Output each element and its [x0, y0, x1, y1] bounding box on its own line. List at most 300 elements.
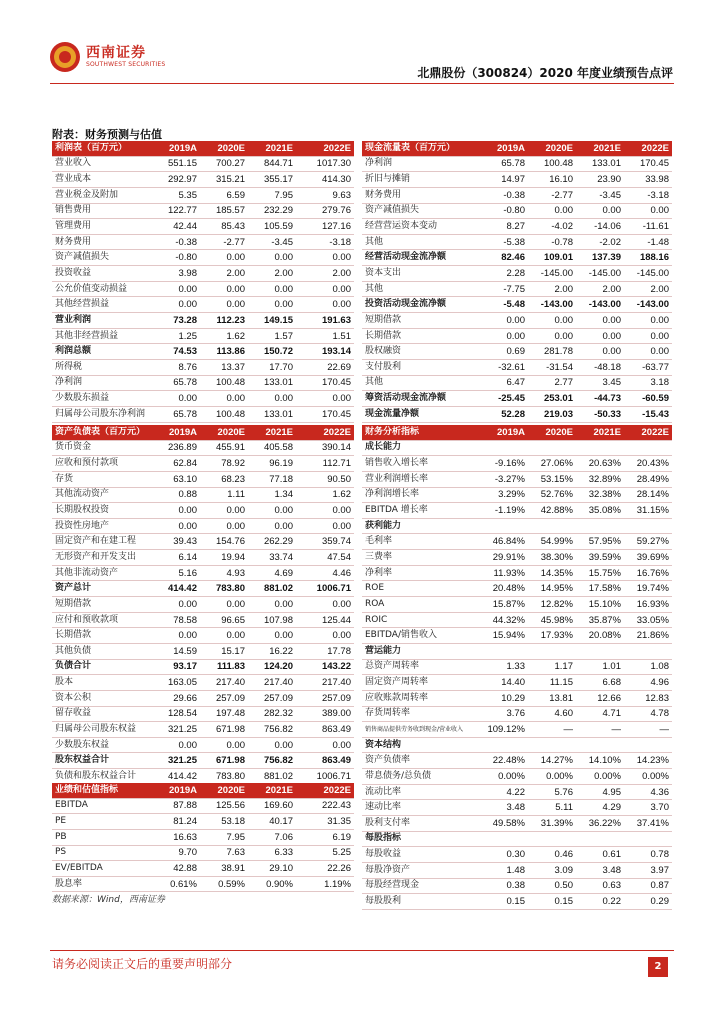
row-label: 资本结构 — [362, 737, 480, 753]
column-header: 2019A — [152, 783, 200, 798]
cell-value: 14.10% — [576, 753, 624, 769]
cell-value: 4.95 — [576, 784, 624, 800]
row-label: 获利能力 — [362, 518, 480, 534]
table-row — [52, 266, 354, 282]
row-label: EBITDA — [52, 798, 152, 814]
cell-value: 0.88 — [152, 487, 200, 503]
table-row — [52, 581, 354, 597]
table-header-row — [52, 425, 354, 440]
cell-value: 1.33 — [480, 659, 528, 675]
cell-value: 32.38% — [576, 487, 624, 503]
row-label: 负债合计 — [52, 659, 152, 675]
cell-value: 185.57 — [200, 203, 248, 219]
cell-value: 15.17 — [200, 643, 248, 659]
table-row — [362, 612, 672, 628]
cell-value: -143.00 — [576, 297, 624, 313]
cell-value: 11.93% — [480, 565, 528, 581]
cell-value: 113.86 — [200, 344, 248, 360]
row-label: 无形资产和开发支出 — [52, 550, 152, 566]
cell-value: 10.29 — [480, 690, 528, 706]
cell-value: 1.62 — [200, 328, 248, 344]
column-header: 2019A — [152, 141, 200, 156]
table-row — [362, 534, 672, 550]
table-row — [52, 471, 354, 487]
column-header: 2021E — [248, 425, 296, 440]
cell-value: 0.00 — [200, 503, 248, 519]
cell-value: 11.15 — [528, 675, 576, 691]
cell-value: 217.40 — [200, 675, 248, 691]
cell-value: 15.87% — [480, 597, 528, 613]
cell-value: 42.88% — [528, 503, 576, 519]
column-header: 2021E — [248, 783, 296, 798]
cell-value: 100.48 — [200, 375, 248, 391]
cell-value: 20.63% — [576, 456, 624, 472]
cell-value: -0.38 — [152, 234, 200, 250]
cell-value: 0.00 — [248, 597, 296, 613]
row-label: EBITDA/销售收入 — [362, 628, 480, 644]
cell-value: 125.44 — [296, 612, 354, 628]
cell-value: 217.40 — [296, 675, 354, 691]
table-row — [362, 690, 672, 706]
cell-value: 1.11 — [200, 487, 248, 503]
cell-value: 17.78 — [296, 643, 354, 659]
cell-value: 77.18 — [248, 471, 296, 487]
cell-value: 4.69 — [248, 565, 296, 581]
header-divider — [50, 83, 674, 84]
table-row — [362, 503, 672, 519]
cell-value: 4.93 — [200, 565, 248, 581]
row-label: 其他 — [362, 281, 480, 297]
cell-value: -3.27% — [480, 471, 528, 487]
row-label: 销售商品提供劳务收到现金/营业收入 — [362, 722, 480, 738]
cell-value: 52.76% — [528, 487, 576, 503]
row-label: 留存收益 — [52, 706, 152, 722]
cell-value: 0.00 — [248, 250, 296, 266]
table-row — [362, 471, 672, 487]
row-label: 每股经营现金 — [362, 878, 480, 894]
column-header: 2020E — [528, 141, 576, 156]
row-label: 营业税金及附加 — [52, 187, 152, 203]
row-label: 销售收入增长率 — [362, 456, 480, 472]
table-row — [362, 847, 672, 863]
cell-value: -0.80 — [480, 203, 528, 219]
table-row — [52, 391, 354, 407]
cell-value: 188.16 — [624, 250, 672, 266]
row-label: 公允价值变动损益 — [52, 281, 152, 297]
cell-value: 31.39% — [528, 816, 576, 832]
cell-value: 0.00 — [296, 737, 354, 753]
cell-value: 671.98 — [200, 722, 248, 738]
row-label: 股本 — [52, 675, 152, 691]
cell-value: 20.43% — [624, 456, 672, 472]
row-label: 固定资产和在建工程 — [52, 534, 152, 550]
cell-value: 40.17 — [248, 814, 296, 830]
cell-value: 29.66 — [152, 690, 200, 706]
table-row — [362, 156, 672, 172]
table-row — [362, 456, 672, 472]
cell-value — [480, 440, 528, 456]
cell-value: 414.30 — [296, 172, 354, 188]
column-header: 2021E — [576, 425, 624, 440]
cell-value: 68.23 — [200, 471, 248, 487]
cell-value: 863.49 — [296, 753, 354, 769]
cell-value: 1.01 — [576, 659, 624, 675]
table-row — [52, 706, 354, 722]
cell-value: 149.15 — [248, 313, 296, 329]
cell-value: 53.18 — [200, 814, 248, 830]
cell-value: 0.90% — [248, 876, 296, 892]
cell-value: 38.91 — [200, 861, 248, 877]
cell-value: 93.17 — [152, 659, 200, 675]
cell-value: 2.77 — [528, 375, 576, 391]
column-header: 2022E — [296, 425, 354, 440]
cell-value: 6.19 — [296, 829, 354, 845]
cell-value: 0.00 — [152, 391, 200, 407]
cell-value: 2.00 — [248, 266, 296, 282]
cell-value: 35.87% — [576, 612, 624, 628]
table-row — [362, 878, 672, 894]
column-header: 2020E — [200, 783, 248, 798]
cell-value — [528, 737, 576, 753]
row-label: EBITDA 增长率 — [362, 503, 480, 519]
cell-value: 96.65 — [200, 612, 248, 628]
cell-value: -44.73 — [576, 391, 624, 407]
cell-value: 137.39 — [576, 250, 624, 266]
cell-value: 112.71 — [296, 456, 354, 472]
row-label: 营业利润增长率 — [362, 471, 480, 487]
cell-value: 0.00 — [248, 281, 296, 297]
cell-value: 85.43 — [200, 219, 248, 235]
row-label: 毛利率 — [362, 534, 480, 550]
table-row — [52, 313, 354, 329]
table-title: 财务分析指标 — [362, 425, 480, 440]
row-label: PB — [52, 829, 152, 845]
cell-value: 3.29% — [480, 487, 528, 503]
row-label: 短期借款 — [362, 313, 480, 329]
cell-value: -2.77 — [200, 234, 248, 250]
table-row — [362, 659, 672, 675]
cell-value: -143.00 — [528, 297, 576, 313]
cell-value: 257.09 — [248, 690, 296, 706]
table-row — [52, 156, 354, 172]
cell-value: 33.98 — [624, 172, 672, 188]
cell-value: 2.28 — [480, 266, 528, 282]
table-row — [362, 800, 672, 816]
cell-value: 12.83 — [624, 690, 672, 706]
cell-value: 844.71 — [248, 156, 296, 172]
table-row — [362, 313, 672, 329]
cell-value: 279.76 — [296, 203, 354, 219]
cell-value: 0.00% — [624, 769, 672, 785]
row-label: 长期借款 — [52, 628, 152, 644]
cell-value: 7.06 — [248, 829, 296, 845]
cell-value: 315.21 — [200, 172, 248, 188]
column-header: 2020E — [528, 425, 576, 440]
cell-value: 455.91 — [200, 440, 248, 456]
table-row — [52, 518, 354, 534]
cell-value: 32.89% — [576, 471, 624, 487]
row-label: 财务费用 — [52, 234, 152, 250]
cell-value: 5.25 — [296, 845, 354, 861]
cell-value: 321.25 — [152, 753, 200, 769]
cell-value: 125.56 — [200, 798, 248, 814]
cell-value: 197.48 — [200, 706, 248, 722]
cell-value: 1006.71 — [296, 769, 354, 785]
row-label: 其他流动资产 — [52, 487, 152, 503]
cell-value: 163.05 — [152, 675, 200, 691]
cell-value: 0.00 — [624, 203, 672, 219]
cell-value: 8.76 — [152, 359, 200, 375]
row-label: 股息率 — [52, 876, 152, 892]
cell-value — [624, 518, 672, 534]
cell-value: -63.77 — [624, 359, 672, 375]
cell-value: 17.93% — [528, 628, 576, 644]
table-row — [52, 550, 354, 566]
cell-value — [576, 737, 624, 753]
cell-value: 0.00 — [152, 297, 200, 313]
cell-value: 0.00 — [528, 328, 576, 344]
row-label: 应收账款周转率 — [362, 690, 480, 706]
cell-value: 39.43 — [152, 534, 200, 550]
cell-value: 17.70 — [248, 359, 296, 375]
column-header: 2019A — [480, 425, 528, 440]
table-row — [52, 487, 354, 503]
cell-value: -145.00 — [624, 266, 672, 282]
table-title: 利润表（百万元） — [52, 141, 152, 156]
row-label: 投资性房地产 — [52, 518, 152, 534]
cell-value: 0.00% — [480, 769, 528, 785]
cell-value: 191.63 — [296, 313, 354, 329]
cell-value: 355.17 — [248, 172, 296, 188]
cell-value: 2.00 — [200, 266, 248, 282]
cell-value: -3.45 — [576, 187, 624, 203]
table-row — [52, 297, 354, 313]
cell-value: 33.05% — [624, 612, 672, 628]
cell-value: 0.00 — [200, 628, 248, 644]
cell-value: 881.02 — [248, 769, 296, 785]
cell-value: 222.43 — [296, 798, 354, 814]
cell-value: 65.78 — [480, 156, 528, 172]
cell-value: -5.48 — [480, 297, 528, 313]
cell-value: 390.14 — [296, 440, 354, 456]
table-row — [362, 487, 672, 503]
cell-value: 82.46 — [480, 250, 528, 266]
row-label: 净利润增长率 — [362, 487, 480, 503]
appendix-title: 附表：财务预测与估值 — [52, 128, 162, 141]
cell-value: 414.42 — [152, 581, 200, 597]
cell-value: 87.88 — [152, 798, 200, 814]
table-row — [52, 359, 354, 375]
cell-value: 2.00 — [296, 266, 354, 282]
row-label: 经营活动现金流净额 — [362, 250, 480, 266]
cell-value: -1.19% — [480, 503, 528, 519]
table-row — [362, 219, 672, 235]
cell-value: 1.57 — [248, 328, 296, 344]
cell-value: 0.00 — [528, 313, 576, 329]
cell-value: 1006.71 — [296, 581, 354, 597]
cell-value: 0.00 — [296, 297, 354, 313]
cell-value: 111.83 — [200, 659, 248, 675]
logo-mark-icon — [50, 42, 80, 72]
cell-value: 756.82 — [248, 753, 296, 769]
cell-value: 1.51 — [296, 328, 354, 344]
cell-value: 0.00 — [296, 597, 354, 613]
cell-value: 4.96 — [624, 675, 672, 691]
cell-value: 90.50 — [296, 471, 354, 487]
cell-value: -48.18 — [576, 359, 624, 375]
cell-value: 9.70 — [152, 845, 200, 861]
table-header-row — [362, 425, 672, 440]
cell-value: 169.60 — [248, 798, 296, 814]
cell-value: 39.59% — [576, 550, 624, 566]
table-row — [362, 894, 672, 910]
row-label: EV/EBITDA — [52, 861, 152, 877]
table-row — [52, 814, 354, 830]
row-label: 资本公积 — [52, 690, 152, 706]
table-row — [362, 722, 672, 738]
table-row — [362, 281, 672, 297]
cell-value: 0.00 — [576, 203, 624, 219]
footer-divider — [50, 950, 674, 951]
table-row — [362, 784, 672, 800]
cell-value: — — [624, 722, 672, 738]
cell-value: -14.06 — [576, 219, 624, 235]
row-label: 长期借款 — [362, 328, 480, 344]
cell-value: 0.69 — [480, 344, 528, 360]
cell-value: 100.48 — [200, 406, 248, 422]
cell-value: 0.87 — [624, 878, 672, 894]
cell-value: 0.00 — [528, 203, 576, 219]
cell-value: 262.29 — [248, 534, 296, 550]
cell-value: 3.98 — [152, 266, 200, 282]
row-label: 应付和预收款项 — [52, 612, 152, 628]
cell-value: 63.10 — [152, 471, 200, 487]
row-label: PE — [52, 814, 152, 830]
row-label: 其他 — [362, 375, 480, 391]
column-header: 2022E — [296, 141, 354, 156]
cell-value: 154.76 — [200, 534, 248, 550]
cell-value: 0.00 — [480, 328, 528, 344]
cell-value: 4.29 — [576, 800, 624, 816]
cell-value: 1.48 — [480, 862, 528, 878]
table-row — [362, 831, 672, 847]
cell-value: 22.69 — [296, 359, 354, 375]
table-row — [52, 845, 354, 861]
cell-value: 0.00 — [248, 628, 296, 644]
cell-value: — — [576, 722, 624, 738]
row-label: ROE — [362, 581, 480, 597]
table-title: 业绩和估值指标 — [52, 783, 152, 798]
row-label: 净利润 — [362, 156, 480, 172]
cell-value: 253.01 — [528, 391, 576, 407]
cell-value: 0.00 — [296, 281, 354, 297]
row-label: 三费率 — [362, 550, 480, 566]
cell-value: 122.77 — [152, 203, 200, 219]
cell-value: 0.22 — [576, 894, 624, 910]
table-row — [362, 862, 672, 878]
cell-value: 38.30% — [528, 550, 576, 566]
cell-value: 217.40 — [248, 675, 296, 691]
cell-value: 14.35% — [528, 565, 576, 581]
cell-value: 0.63 — [576, 878, 624, 894]
cell-value: 14.59 — [152, 643, 200, 659]
row-label: 归属母公司股东净利润 — [52, 406, 152, 422]
table-row — [362, 706, 672, 722]
cell-value: 4.46 — [296, 565, 354, 581]
cell-value: 39.69% — [624, 550, 672, 566]
row-label: 资产减值损失 — [52, 250, 152, 266]
cell-value: 5.11 — [528, 800, 576, 816]
cell-value: 22.26 — [296, 861, 354, 877]
cell-value: 0.46 — [528, 847, 576, 863]
cell-value: 16.10 — [528, 172, 576, 188]
cell-value: 257.09 — [296, 690, 354, 706]
cell-value: 3.18 — [624, 375, 672, 391]
table-row — [52, 328, 354, 344]
cell-value: -143.00 — [624, 297, 672, 313]
cell-value: -60.59 — [624, 391, 672, 407]
column-header: 2019A — [480, 141, 528, 156]
cell-value: 0.00 — [248, 391, 296, 407]
table-row — [362, 266, 672, 282]
cell-value: 45.98% — [528, 612, 576, 628]
cell-value: — — [528, 722, 576, 738]
row-label: 营业利润 — [52, 313, 152, 329]
cell-value: 170.45 — [624, 156, 672, 172]
row-label: 负债和股东权益合计 — [52, 769, 152, 785]
row-label: 每股收益 — [362, 847, 480, 863]
table-row — [52, 565, 354, 581]
table-row — [362, 753, 672, 769]
cell-value: 47.54 — [296, 550, 354, 566]
report-title: 北鼎股份（300824）2020 年度业绩预告点评 — [417, 66, 673, 80]
cell-value: 1.17 — [528, 659, 576, 675]
row-label: ROIC — [362, 612, 480, 628]
column-header: 2021E — [576, 141, 624, 156]
valuation-table — [52, 783, 354, 892]
table-row — [362, 675, 672, 691]
cell-value: 671.98 — [200, 753, 248, 769]
cell-value — [480, 643, 528, 659]
table-row — [362, 597, 672, 613]
row-label: 固定资产周转率 — [362, 675, 480, 691]
row-label: 投资活动现金流净额 — [362, 297, 480, 313]
cell-value: 405.58 — [248, 440, 296, 456]
table-row — [362, 816, 672, 832]
cell-value: 20.08% — [576, 628, 624, 644]
cell-value: 0.00 — [152, 503, 200, 519]
table-row — [52, 406, 354, 422]
cell-value: 133.01 — [248, 375, 296, 391]
cell-value: 0.00% — [528, 769, 576, 785]
table-row — [52, 675, 354, 691]
cell-value: 3.97 — [624, 862, 672, 878]
cell-value: -3.45 — [248, 234, 296, 250]
cell-value: 20.48% — [480, 581, 528, 597]
cell-value: 42.88 — [152, 861, 200, 877]
cell-value: -3.18 — [296, 234, 354, 250]
cell-value: 881.02 — [248, 581, 296, 597]
cell-value: 31.35 — [296, 814, 354, 830]
cell-value: 863.49 — [296, 722, 354, 738]
company-logo — [50, 40, 190, 76]
cell-value: 3.45 — [576, 375, 624, 391]
cell-value: 54.99% — [528, 534, 576, 550]
cell-value — [624, 643, 672, 659]
table-row — [52, 737, 354, 753]
cell-value: 4.36 — [624, 784, 672, 800]
cell-value: 128.54 — [152, 706, 200, 722]
